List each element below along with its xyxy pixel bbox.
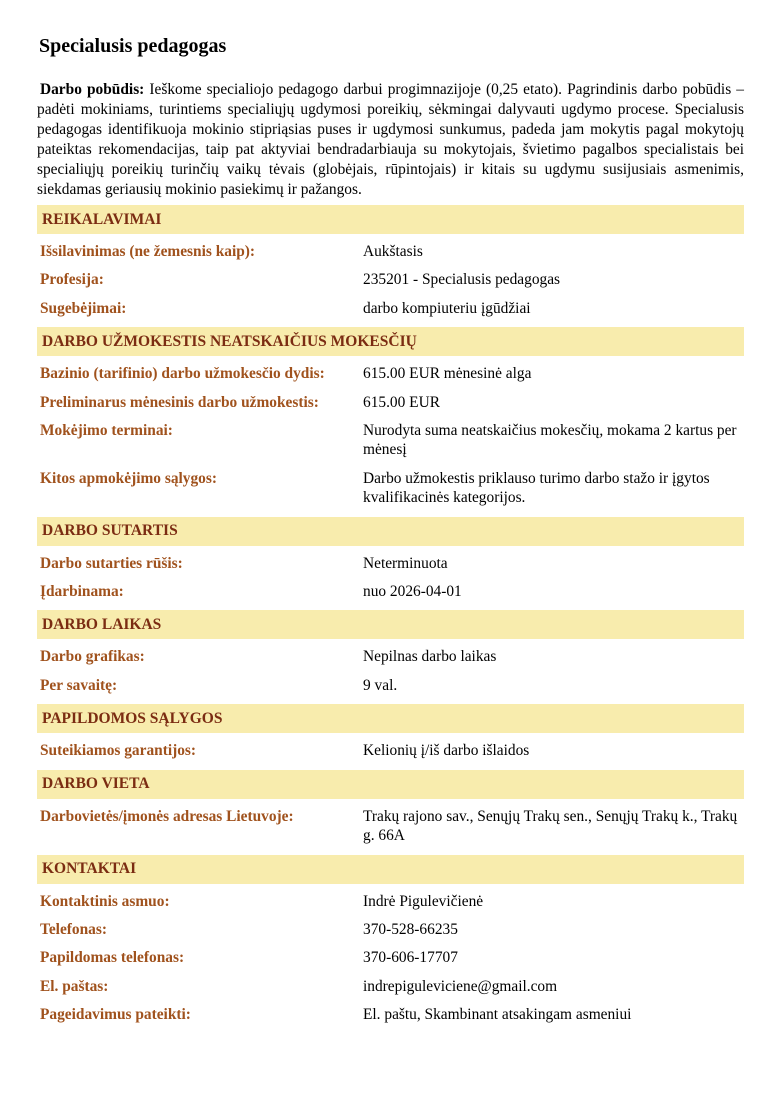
field-row-sutarties-rusis [37, 550, 744, 578]
section-header-darbo-laikas [37, 610, 744, 639]
section-title: DARBO SUTARTIS [42, 522, 178, 540]
intro-paragraph [37, 80, 744, 200]
field-label: Telefonas: [40, 920, 107, 938]
field-label: Profesija: [40, 271, 104, 289]
field-label: Per savaitę: [40, 676, 118, 694]
field-label: Kitos apmokėjimo sąlygos: [40, 469, 217, 487]
field-row-kontaktinis-asmuo [37, 888, 744, 916]
section-title: DARBO LAIKAS [42, 615, 162, 633]
field-value: El. paštu, Skambinant atsakingam asmeniui [363, 1006, 632, 1024]
field-value: Aukštasis [363, 243, 423, 260]
section-header-darbo-vieta [37, 770, 744, 799]
intro-label: Darbo pobūdis: [40, 81, 145, 98]
field-value: Kelionių į/iš darbo išlaidos [363, 742, 530, 760]
field-row-kitos-salygos [37, 465, 744, 513]
intro-text: Ieškome specialiojo pedagogo darbui progimnazijoje (0,25 etato). Pagrindinis darbo pobūdis – padėti mokiniams, turintiems specialiųjų ugdymosi poreikių, sėkmingai dalyvauti ugdymo procese. Specialusis pedagogas identifikuoja mokinio stipriąsias puses ir ugdymosi sunkumus, padeda jam mokytis pagal mokytojų pateiktas rekomendacijas, taip pat aktyviai bendradarbiauja su mokytojais, švietimo pagalbos specialistais bei specialiųjų poreikių turinčių vaikų tėvais (globėjais, rūpintojais) ir kitais su ugdymu susijusiais asmenimis, siekdamas geriausių mokinio pasiekimų ir pažangos. [37, 81, 744, 198]
section-title: DARBO UŽMOKESTIS NEATSKAIČIUS MOKESČIŲ [42, 332, 417, 350]
field-value: Neterminuota [363, 554, 448, 572]
sections-container [37, 205, 744, 1030]
field-value: nuo 2026-04-01 [363, 583, 462, 601]
field-row-sugebejimai [37, 295, 744, 323]
field-label: Darbo sutarties rūšis: [40, 554, 183, 572]
field-row-mokejimo-terminai [37, 417, 744, 465]
field-row-suteikiamos-garantijos [37, 737, 744, 765]
field-label: Sugebėjimai: [40, 299, 127, 317]
field-label: Darbovietės/įmonės adresas Lietuvoje: [40, 807, 294, 825]
field-label: Preliminarus mėnesinis darbo užmokestis: [40, 393, 319, 411]
section-title: PAPILDOMOS SĄLYGOS [42, 709, 223, 727]
field-label: Išsilavinimas (ne žemesnis kaip): [40, 243, 256, 260]
field-row-darbo-grafikas [37, 643, 744, 671]
field-value: indrepiguleviciene@gmail.com [363, 977, 558, 995]
field-value: 615.00 EUR [363, 393, 440, 411]
field-value: darbo kompiuteriu įgūdžiai [363, 299, 531, 317]
field-value: 370-528-66235 [363, 920, 458, 938]
field-value: 9 val. [363, 676, 398, 694]
section-title: REIKALAVIMAI [42, 210, 162, 228]
field-row-telefonas [37, 916, 744, 944]
field-label: Pageidavimus pateikti: [40, 1006, 191, 1024]
field-label: Mokėjimo terminai: [40, 422, 173, 440]
section-title: DARBO VIETA [42, 775, 150, 793]
field-label: Įdarbinama: [40, 583, 124, 601]
field-label: Bazinio (tarifinio) darbo užmokesčio dydis: [40, 365, 325, 383]
field-row-issilavinimas [37, 238, 744, 266]
field-value: Nepilnas darbo laikas [363, 648, 497, 666]
field-value: Nurodyta suma neatskaičius mokesčių, mokama 2 kartus per mėnesį [363, 422, 737, 459]
section-header-darbo-uzmokestis [37, 327, 744, 356]
field-value: Indrė Pigulevičienė [363, 892, 484, 910]
field-value: 615.00 EUR mėnesinė alga [363, 365, 532, 383]
field-row-preliminarus-uzmokestis [37, 389, 744, 417]
field-row-bazinis-uzmokestis [37, 360, 744, 388]
field-label: Papildomas telefonas: [40, 949, 185, 967]
field-value: Trakų rajono sav., Senųjų Trakų sen., Senųjų Trakų k., Trakų g. 66A [363, 807, 738, 845]
field-value: Darbo užmokestis priklauso turimo darbo stažo ir įgytos kvalifikacinės kategorijos. [363, 469, 710, 507]
field-label: Kontaktinis asmuo: [40, 892, 170, 910]
page-title: Specialusis pedagogas [39, 35, 227, 57]
field-label: Darbo grafikas: [40, 648, 145, 666]
field-label: Suteikiamos garantijos: [40, 742, 197, 760]
section-header-kontaktai [37, 855, 744, 884]
field-row-darbovietes-adresas [37, 803, 744, 851]
section-title: KONTAKTAI [42, 860, 137, 877]
section-header-reikalavimai [37, 205, 744, 234]
field-row-idarbinama [37, 578, 744, 606]
section-header-darbo-sutartis [37, 517, 744, 546]
field-row-per-savaite [37, 672, 744, 700]
field-label: El. paštas: [40, 977, 109, 995]
field-value: 235201 - Specialusis pedagogas [363, 271, 561, 289]
field-value: 370-606-17707 [363, 949, 458, 967]
field-row-pageidavimus-pateikti [37, 1001, 744, 1029]
field-row-profesija [37, 266, 744, 294]
field-row-el-pastas [37, 973, 744, 1001]
field-row-papildomas-telefonas [37, 944, 744, 972]
section-header-papildomos-salygos [37, 704, 744, 733]
